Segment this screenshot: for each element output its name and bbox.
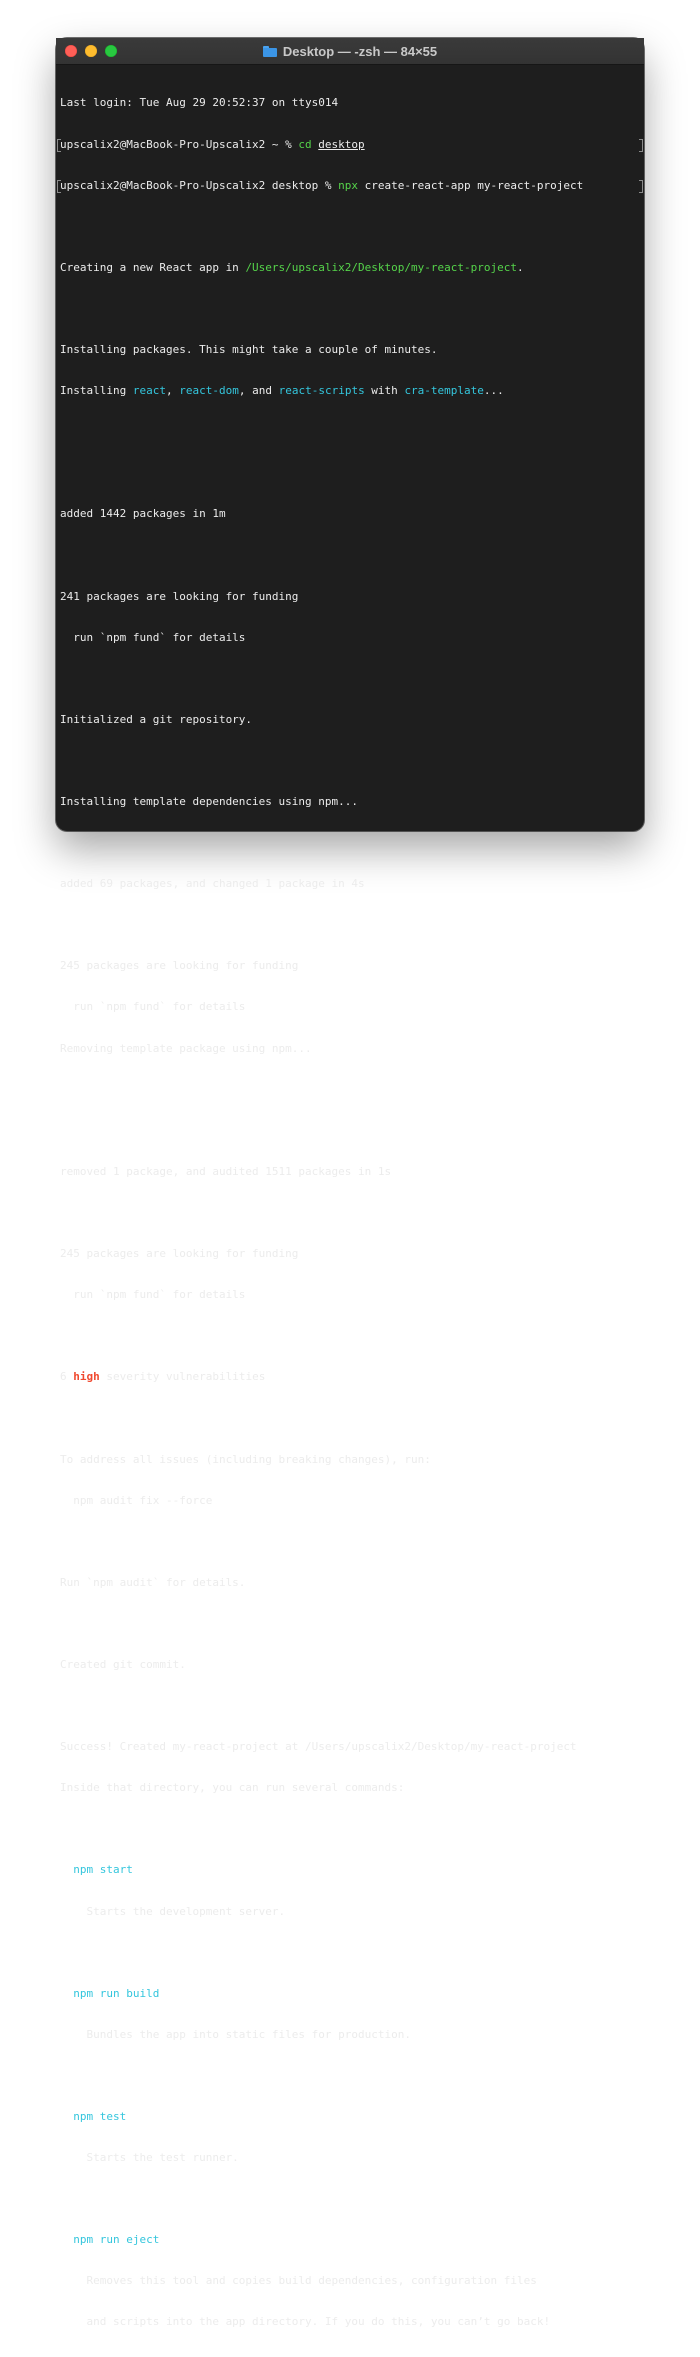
terminal-line: run `npm fund` for details (60, 1000, 246, 1014)
terminal-line: removed 1 package, and audited 1511 packages in 1s (60, 1164, 392, 1178)
terminal-line: run `npm fund` for details (60, 1288, 246, 1302)
prompt-line: upscalix2@MacBook-Pro-Upscalix2 ~ % cd desktop (60, 138, 640, 152)
severity-high: high (73, 1370, 100, 1384)
terminal-line: Initialized a git repository. (60, 712, 253, 726)
window-title-group (56, 38, 644, 64)
terminal-line: npm audit fix --force (60, 1493, 213, 1507)
terminal-output[interactable] (60, 69, 640, 2329)
terminal-line: added 1442 packages in 1m (60, 507, 226, 521)
terminal-line: Success! Created my-react-project at /Users/upscalix2/Desktop/my-react-project (60, 1740, 577, 1754)
vulnerability-line: 6 high severity vulnerabilities (60, 1370, 266, 1384)
prompt-line: upscalix2@MacBook-Pro-Upscalix2 desktop % npx create-react-app my-react-project (60, 179, 640, 193)
command-name: npm start (60, 1863, 133, 1877)
mark-right (639, 139, 643, 152)
terminal-line: Inside that directory, you can run several commands: (60, 1781, 405, 1795)
folder-icon (263, 46, 277, 57)
command-description: Removes this tool and copies build dependencies, configuration files (60, 2274, 537, 2288)
terminal-line: added 69 packages, and changed 1 package in 4s (60, 877, 365, 891)
terminal-line: Creating a new React app in /Users/upscalix2/Desktop/my-react-project. (60, 260, 524, 274)
terminal-line: 245 packages are looking for funding (60, 959, 299, 973)
mark-left (57, 139, 61, 152)
terminal-line: Created git commit. (60, 1657, 186, 1671)
title-bar[interactable] (56, 38, 644, 65)
terminal-window (56, 38, 644, 2329)
terminal-line: Installing packages. This might take a couple of minutes. (60, 342, 438, 356)
project-path: /Users/upscalix2/Desktop/my-react-project (245, 260, 517, 274)
terminal-line: Last login: Tue Aug 29 20:52:37 on ttys014 (60, 96, 339, 110)
command-description: Bundles the app into static files for production. (60, 2027, 411, 2041)
terminal-line: Run `npm audit` for details. (60, 1575, 246, 1589)
window-title: Desktop — -zsh — 84×55 (282, 43, 438, 59)
terminal-line: Installing react, react-dom, and react-scripts with cra-template... (60, 384, 504, 398)
mark-left (57, 180, 61, 193)
terminal-line: run `npm fund` for details (60, 630, 246, 644)
terminal-line: 241 packages are looking for funding (60, 589, 299, 603)
terminal-line: 245 packages are looking for funding (60, 1247, 299, 1261)
terminal-line: To address all issues (including breaking changes), run: (60, 1452, 431, 1466)
mark-right (639, 180, 643, 193)
command-name: npm run eject (60, 2233, 160, 2247)
command-name: npm test (60, 2110, 127, 2123)
command-name: npm run build (60, 1986, 160, 2000)
command-description: and scripts into the app directory. If you do this, you can’t go back! (60, 2315, 551, 2329)
terminal-line: Installing template dependencies using npm... (60, 795, 359, 808)
terminal-line: Removing template package using npm... (60, 1041, 312, 1055)
command-description: Starts the development server. (60, 1904, 286, 1918)
command-description: Starts the test runner. (60, 2151, 239, 2165)
